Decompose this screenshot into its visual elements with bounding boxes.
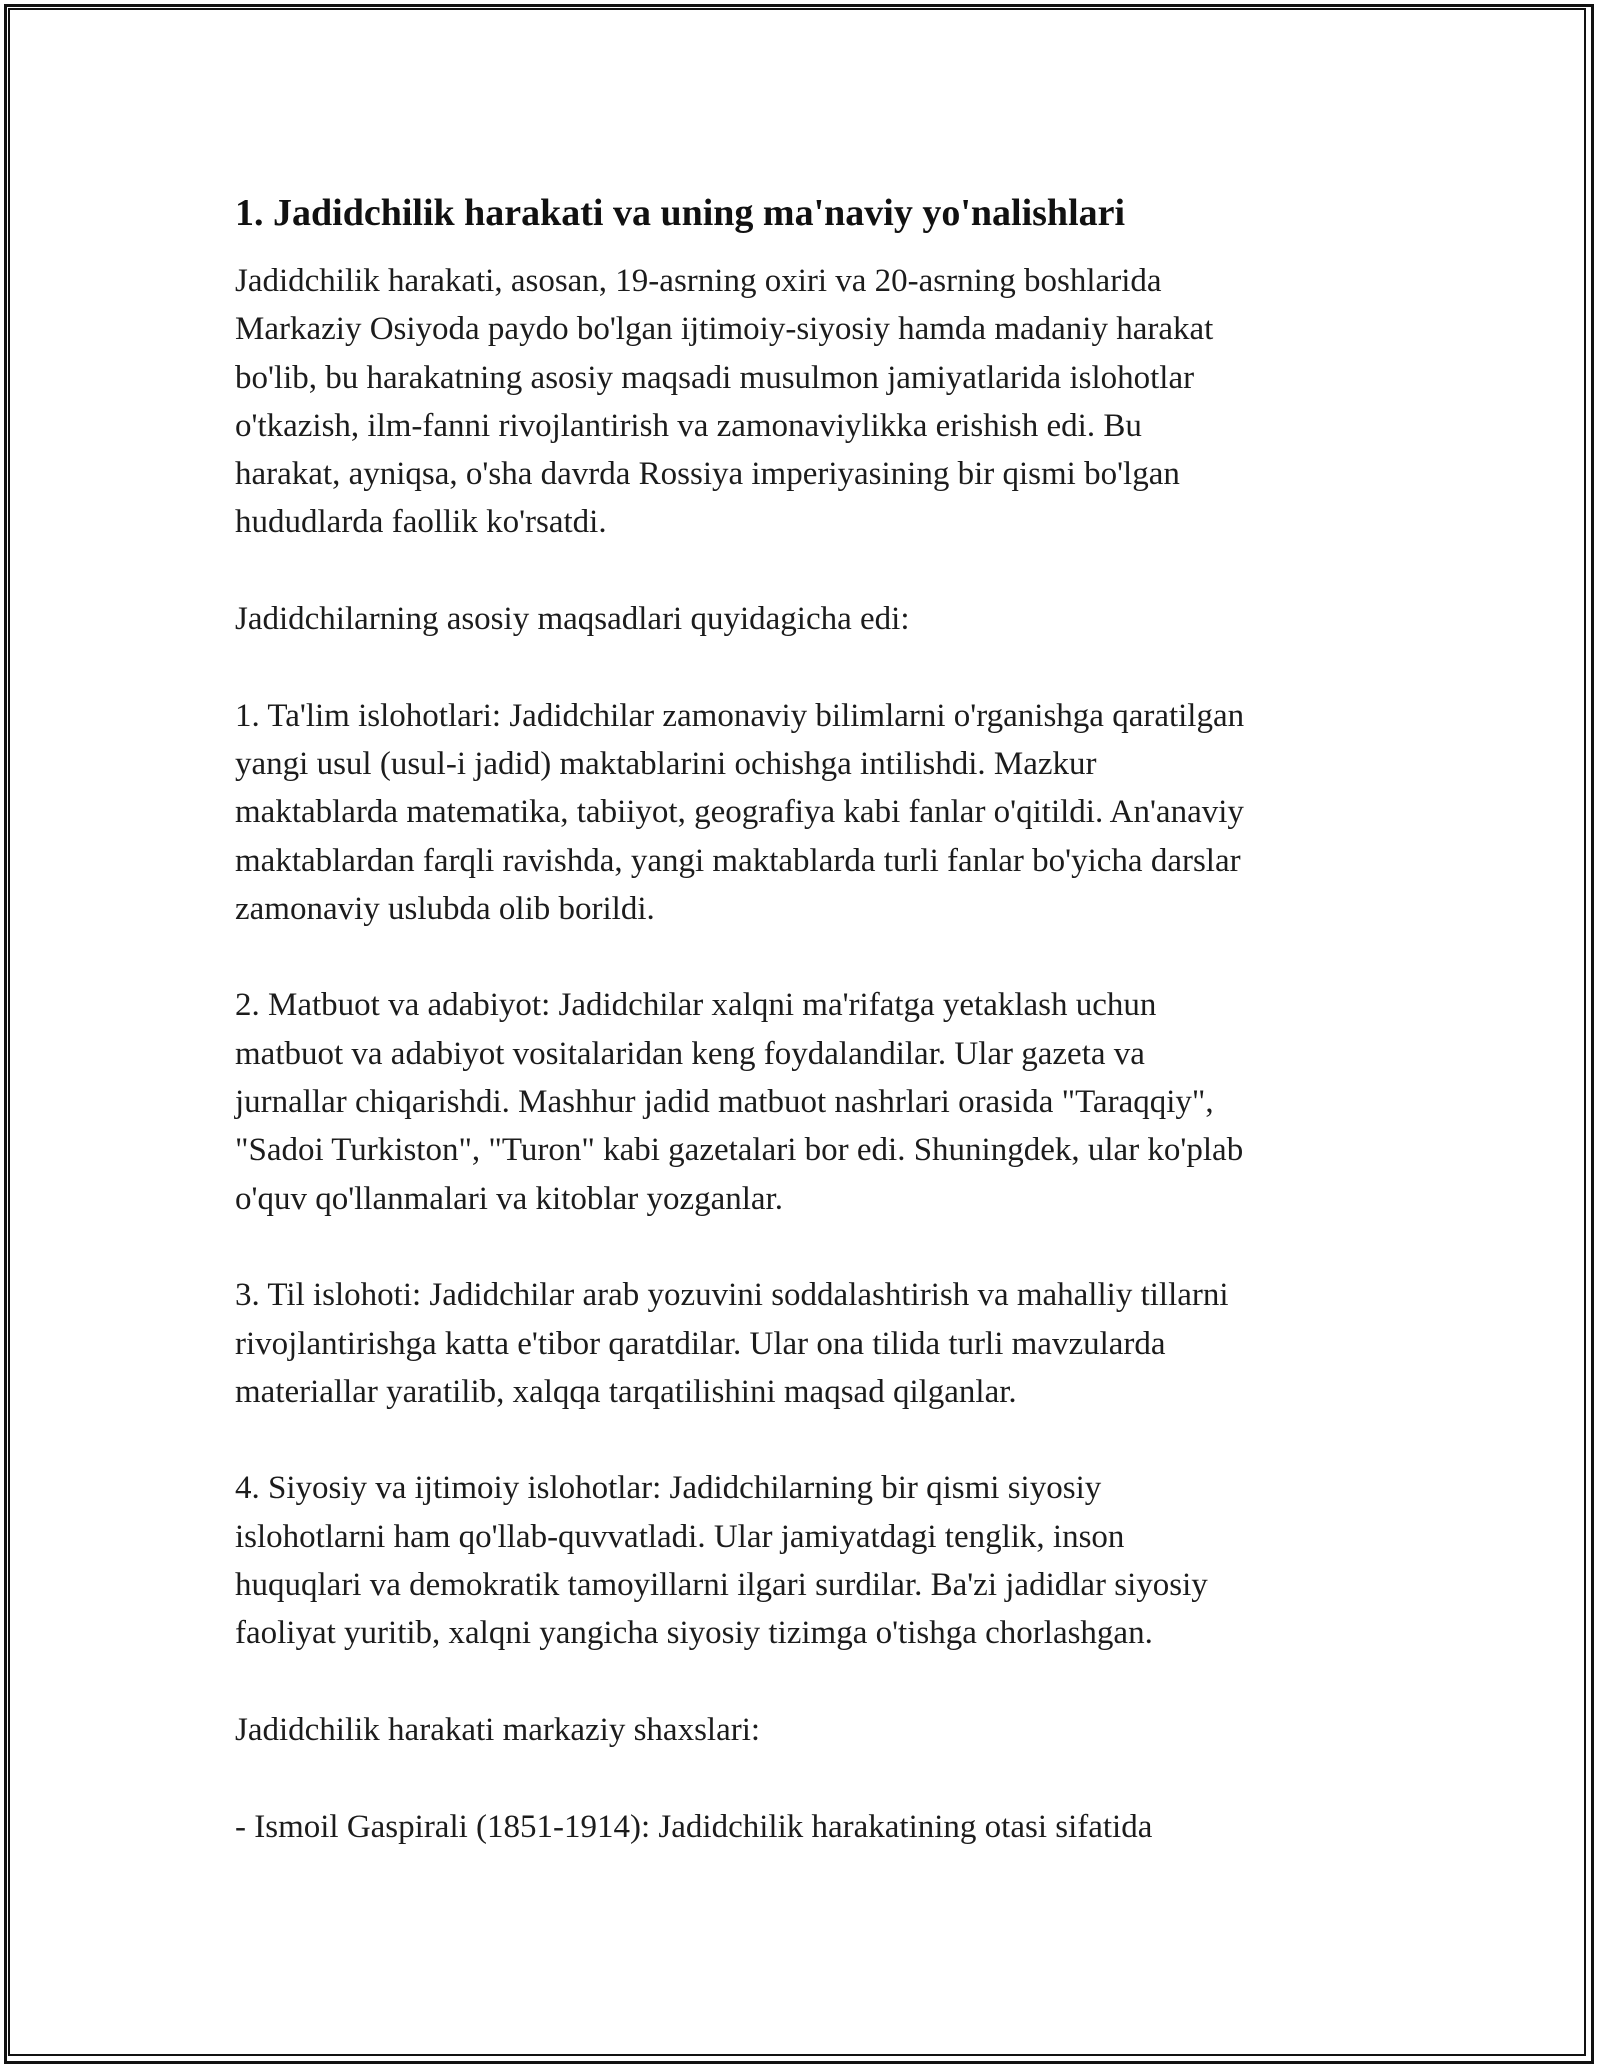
text-line: islohotlarni ham qo'llab-quvvatladi. Ular jamiyatdagi tenglik, inson bbox=[235, 1518, 1125, 1555]
text-line: materiallar yaratilib, xalqqa tarqatilishini maqsad qilganlar. bbox=[235, 1373, 1017, 1410]
paragraph-item-1 bbox=[235, 692, 1375, 933]
text-line: - Ismoil Gaspirali (1851-1914): Jadidchilik harakatining otasi sifatida bbox=[235, 1808, 1153, 1845]
text-line: Markaziy Osiyoda paydo bo'lgan ijtimoiy-siyosiy hamda madaniy harakat bbox=[235, 311, 1214, 348]
text-line: jurnallar chiqarishdi. Mashhur jadid matbuot nashrlari orasida "Taraqqiy", bbox=[235, 1084, 1214, 1121]
text-line: o'tkazish, ilm-fanni rivojlantirish va zamonaviylikka erishish edi. Bu bbox=[235, 407, 1142, 444]
text-line: hududlarda faollik ko'rsatdi. bbox=[235, 504, 607, 541]
paragraph-goals-intro bbox=[235, 595, 1375, 643]
text-line: yangi usul (usul-i jadid) maktablarini ochishga intilishdi. Mazkur bbox=[235, 745, 1097, 782]
paragraph-key-figures-intro bbox=[235, 1706, 1375, 1754]
text-line: harakat, ayniqsa, o'sha davrda Rossiya imperiyasining bir qismi bo'lgan bbox=[235, 456, 1180, 493]
text-line: 1. Ta'lim islohotlari: Jadidchilar zamonaviy bilimlarni o'rganishga qaratilgan bbox=[235, 697, 1245, 734]
paragraph-item-2 bbox=[235, 981, 1375, 1222]
paragraph-figure-gaspirali bbox=[235, 1803, 1375, 1851]
text-line: maktablarda matematika, tabiiyot, geografiya kabi fanlar o'qitildi. An'anaviy bbox=[235, 794, 1244, 831]
text-line: maktablardan farqli ravishda, yangi maktablarda turli fanlar bo'yicha darslar bbox=[235, 842, 1241, 879]
text-line: zamonaviy uslubda olib borildi. bbox=[235, 890, 655, 927]
text-line: matbuot va adabiyot vositalaridan keng foydalandilar. Ular gazeta va bbox=[235, 1035, 1145, 1072]
text-line: 4. Siyosiy va ijtimoiy islohotlar: Jadidchilarning bir qismi siyosiy bbox=[235, 1470, 1102, 1507]
text-line: o'quv qo'llanmalari va kitoblar yozganlar. bbox=[235, 1180, 783, 1217]
section-heading: 1. Jadidchilik harakati va uning ma'naviy yo'nalishlari bbox=[235, 192, 1126, 234]
text-line: Jadidchilarning asosiy maqsadlari quyidagicha edi: bbox=[235, 601, 910, 638]
document-body bbox=[235, 186, 1375, 1899]
paragraph-item-4 bbox=[235, 1464, 1375, 1657]
text-line: Jadidchilik harakati markaziy shaxslari: bbox=[235, 1711, 761, 1748]
text-line: 2. Matbuot va adabiyot: Jadidchilar xalqni ma'rifatga yetaklash uchun bbox=[235, 987, 1157, 1024]
paragraph-item-3 bbox=[235, 1271, 1375, 1416]
text-line: 3. Til islohoti: Jadidchilar arab yozuvini soddalashtirish va mahalliy tillarni bbox=[235, 1277, 1229, 1314]
text-line: Jadidchilik harakati, asosan, 19-asrning oxiri va 20-asrning boshlarida bbox=[235, 263, 1162, 299]
text-line: faoliyat yuritib, xalqni yangicha siyosiy tizimga o'tishga chorlashgan. bbox=[235, 1615, 1153, 1652]
text-line: "Sadoi Turkiston", "Turon" kabi gazetalari bor edi. Shuningdek, ular ko'plab bbox=[235, 1132, 1244, 1169]
text-line: bo'lib, bu harakatning asosiy maqsadi musulmon jamiyatlarida islohotlar bbox=[235, 359, 1195, 396]
text-line: huquqlari va demokratik tamoyillarni ilgari surdilar. Ba'zi jadidlar siyosiy bbox=[235, 1567, 1208, 1604]
paragraph-intro bbox=[235, 257, 1375, 547]
text-line: rivojlantirishga katta e'tibor qaratdilar. Ular ona tilida turli mavzularda bbox=[235, 1325, 1166, 1362]
